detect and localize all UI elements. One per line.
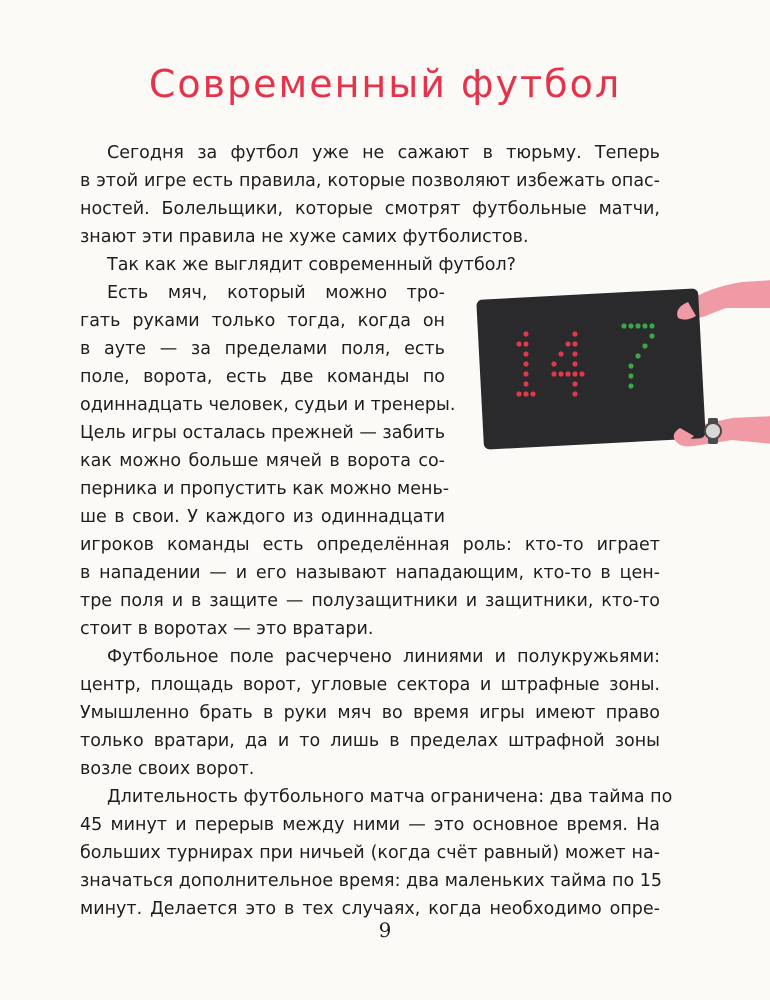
scoreboard-illustration (474, 268, 770, 478)
digit-dot (649, 333, 654, 338)
digit-dot (635, 353, 640, 358)
text-line: Сегодня за футбол уже не сажают в тюрьму. Теперь (107, 143, 660, 163)
text-line: Цель игры осталась прежней — забить (80, 423, 446, 443)
text-line: значаться дополнительное время: два маленьких тайма по 15 (80, 871, 662, 891)
text-line: Есть мяч, который можно тро- (107, 283, 445, 303)
digit-dot (642, 323, 647, 328)
digit-dot (572, 391, 577, 396)
digit-dot (572, 371, 577, 376)
digit-dot (579, 371, 584, 376)
digit-dot (516, 391, 521, 396)
text-line: Длительность футбольного матча ограничена: два тайма по (107, 787, 673, 807)
digit-dot (523, 331, 528, 336)
digit-dot (572, 331, 577, 336)
scoreboard (476, 288, 706, 449)
text-line: как можно больше мячей в ворота со- (80, 451, 445, 471)
digit-dot (635, 323, 640, 328)
digit-dot (523, 341, 528, 346)
digit-dot (523, 361, 528, 366)
digit-dot (523, 391, 528, 396)
text-line: тре поля и в защите — полузащитники и защитники, кто-то (80, 591, 660, 611)
text-line: Так как же выглядит современный футбол? (107, 255, 516, 275)
digit-dot (628, 383, 633, 388)
digit-dot (572, 341, 577, 346)
text-line: гать руками только тогда, когда он (80, 311, 445, 331)
text-line: ностей. Болельщики, которые смотрят футбольные матчи, (80, 199, 660, 219)
digit-dot (649, 323, 654, 328)
digit-dot (572, 351, 577, 356)
page-title: Современный футбол (148, 62, 622, 106)
text-line: возле своих ворот. (80, 759, 255, 779)
text-line: поле, ворота, есть две команды по (80, 367, 445, 387)
digit-dot (516, 341, 521, 346)
digit-dot (565, 341, 570, 346)
digit-dot (621, 323, 626, 328)
digit-dot (572, 381, 577, 386)
text-line: только вратари, да и то лишь в пределах штрафной зоны (80, 731, 660, 751)
text-line: перника и пропустить как можно мень- (80, 479, 450, 499)
digit-dot (628, 323, 633, 328)
text-line: ше в свои. У каждого из одиннадцати (80, 507, 445, 527)
digit-dot (628, 363, 633, 368)
digit-dot (642, 343, 647, 348)
digit-dot (523, 371, 528, 376)
text-line: одиннадцать человек, судьи и тренеры. (80, 395, 456, 415)
digit-dot (523, 351, 528, 356)
digit-dot (530, 391, 535, 396)
page-number: 9 (378, 918, 392, 942)
text-line: минут. Делается это в тех случаях, когда необходимо опре- (80, 899, 660, 919)
text-line: в нападении — и его называют нападающим, кто-то в цен- (80, 563, 660, 583)
text-line: стоит в воротах — это вратари. (80, 619, 374, 639)
digit-dot (628, 373, 633, 378)
text-line: Футбольное поле расчерчено линиями и полукружьями: (107, 647, 660, 667)
text-line: игроков команды есть определённая роль: кто-то играет (80, 535, 660, 555)
digit-dot (551, 361, 556, 366)
text-line: больших турнирах при ничьей (когда счёт равный) может на- (80, 843, 660, 863)
text-line: знают эти правила не хуже самих футболистов. (80, 227, 529, 247)
digit-dot (572, 361, 577, 366)
text-line: в ауте — за пределами поля, есть (80, 339, 445, 359)
digit-dot (558, 351, 563, 356)
digit-dot (565, 371, 570, 376)
digit-dot (558, 371, 563, 376)
text-line: Умышленно брать в руки мяч во время игры имеют право (80, 703, 660, 723)
text-line: центр, площадь ворот, угловые сектора и штрафные зоны. (80, 675, 660, 695)
text-line: 45 минут и перерыв между ними — это основное время. На (80, 815, 660, 835)
text-line: в этой игре есть правила, которые позволяют избежать опас- (80, 171, 660, 191)
illustration-scoreboard (474, 268, 770, 478)
digit-dot (551, 371, 556, 376)
digit-dot (523, 381, 528, 386)
